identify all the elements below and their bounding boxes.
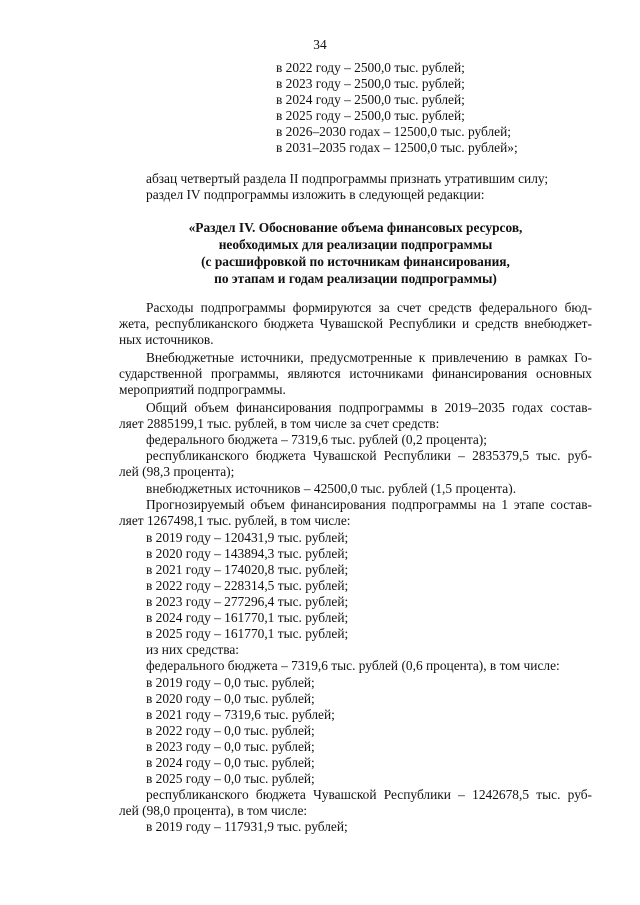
body-line: в 2022 году – 0,0 тыс. рублей; [146, 723, 315, 738]
heading-line: (с расшифровкой по источникам финансирования, [201, 254, 510, 269]
year-line: в 2025 году – 2500,0 тыс. рублей; [276, 108, 465, 123]
body-line: в 2022 году – 228314,5 тыс. рублей; [146, 578, 349, 593]
year-line: в 2024 году – 2500,0 тыс. рублей; [276, 92, 465, 107]
body-line: в 2021 году – 7319,6 тыс. рублей; [146, 707, 335, 722]
amendment-line: абзац четвертый раздела II подпрограммы признать утратившим силу; [146, 171, 549, 186]
page-number: 34 [313, 37, 327, 52]
body-line: Общий объем финансирования подпрограммы в 2019–2035 годах состав- [146, 400, 592, 415]
heading-line: «Раздел IV. Обоснование объема финансовых ресурсов, [188, 220, 523, 235]
body-line: в 2024 году – 0,0 тыс. рублей; [146, 755, 315, 770]
body-line: в 2023 году – 0,0 тыс. рублей; [146, 739, 315, 754]
body-line: Внебюджетные источники, предусмотренные к привлечению в рамках Го- [146, 350, 592, 365]
body-line: мероприятий подпрограммы. [119, 382, 286, 397]
body-line: в 2019 году – 120431,9 тыс. рублей; [146, 530, 349, 545]
year-line: в 2026–2030 годах – 12500,0 тыс. рублей; [276, 124, 511, 139]
body-line: федерального бюджета – 7319,6 тыс. рублей (0,2 процента); [146, 432, 487, 447]
body-line: в 2025 году – 0,0 тыс. рублей; [146, 771, 315, 786]
body-line: в 2024 году – 161770,1 тыс. рублей; [146, 610, 349, 625]
body-line: ных источников. [119, 332, 214, 347]
body-line: сударственной программы, являются источниками финансирования основных [119, 366, 592, 381]
body-line: в 2020 году – 0,0 тыс. рублей; [146, 691, 315, 706]
body-line: Расходы подпрограммы формируются за счет средств федерального бюд- [146, 300, 592, 315]
year-line: в 2022 году – 2500,0 тыс. рублей; [276, 60, 465, 75]
body-line: ляет 2885199,1 тыс. рублей, в том числе за счет средств: [119, 416, 440, 431]
body-line: в 2019 году – 0,0 тыс. рублей; [146, 675, 315, 690]
year-line: в 2031–2035 годах – 12500,0 тыс. рублей»; [276, 140, 518, 155]
body-line: внебюджетных источников – 42500,0 тыс. рублей (1,5 процента). [146, 481, 517, 496]
body-line: в 2019 году – 117931,9 тыс. рублей; [146, 819, 348, 834]
body-line: Прогнозируемый объем финансирования подпрограммы на 1 этапе состав- [146, 497, 592, 512]
body-line: республиканского бюджета Чувашской Республики – 2835379,5 тыс. руб- [146, 448, 592, 463]
heading-line: необходимых для реализации подпрограммы [218, 237, 493, 252]
heading-line: по этапам и годам реализации подпрограммы) [214, 271, 497, 286]
year-line: в 2023 году – 2500,0 тыс. рублей; [276, 76, 465, 91]
body-line: республиканского бюджета Чувашской Республики – 1242678,5 тыс. руб- [146, 787, 592, 802]
body-line: федерального бюджета – 7319,6 тыс. рублей (0,6 процента), в том числе: [146, 658, 560, 673]
body-line: лей (98,3 процента); [119, 464, 235, 479]
body-line: ляет 1267498,1 тыс. рублей, в том числе: [119, 513, 351, 528]
body-line: в 2021 году – 174020,8 тыс. рублей; [146, 562, 349, 577]
body-line: из них средства: [146, 642, 240, 657]
body-line: в 2023 году – 277296,4 тыс. рублей; [146, 594, 349, 609]
amendment-line: раздел IV подпрограммы изложить в следующей редакции: [146, 187, 485, 202]
body-line: в 2025 году – 161770,1 тыс. рублей; [146, 626, 349, 641]
body-line: в 2020 году – 143894,3 тыс. рублей; [146, 546, 349, 561]
body-line: жета, республиканского бюджета Чувашской Республики и средств внебюджет- [119, 316, 592, 331]
body-line: лей (98,0 процента), в том числе: [119, 803, 308, 818]
